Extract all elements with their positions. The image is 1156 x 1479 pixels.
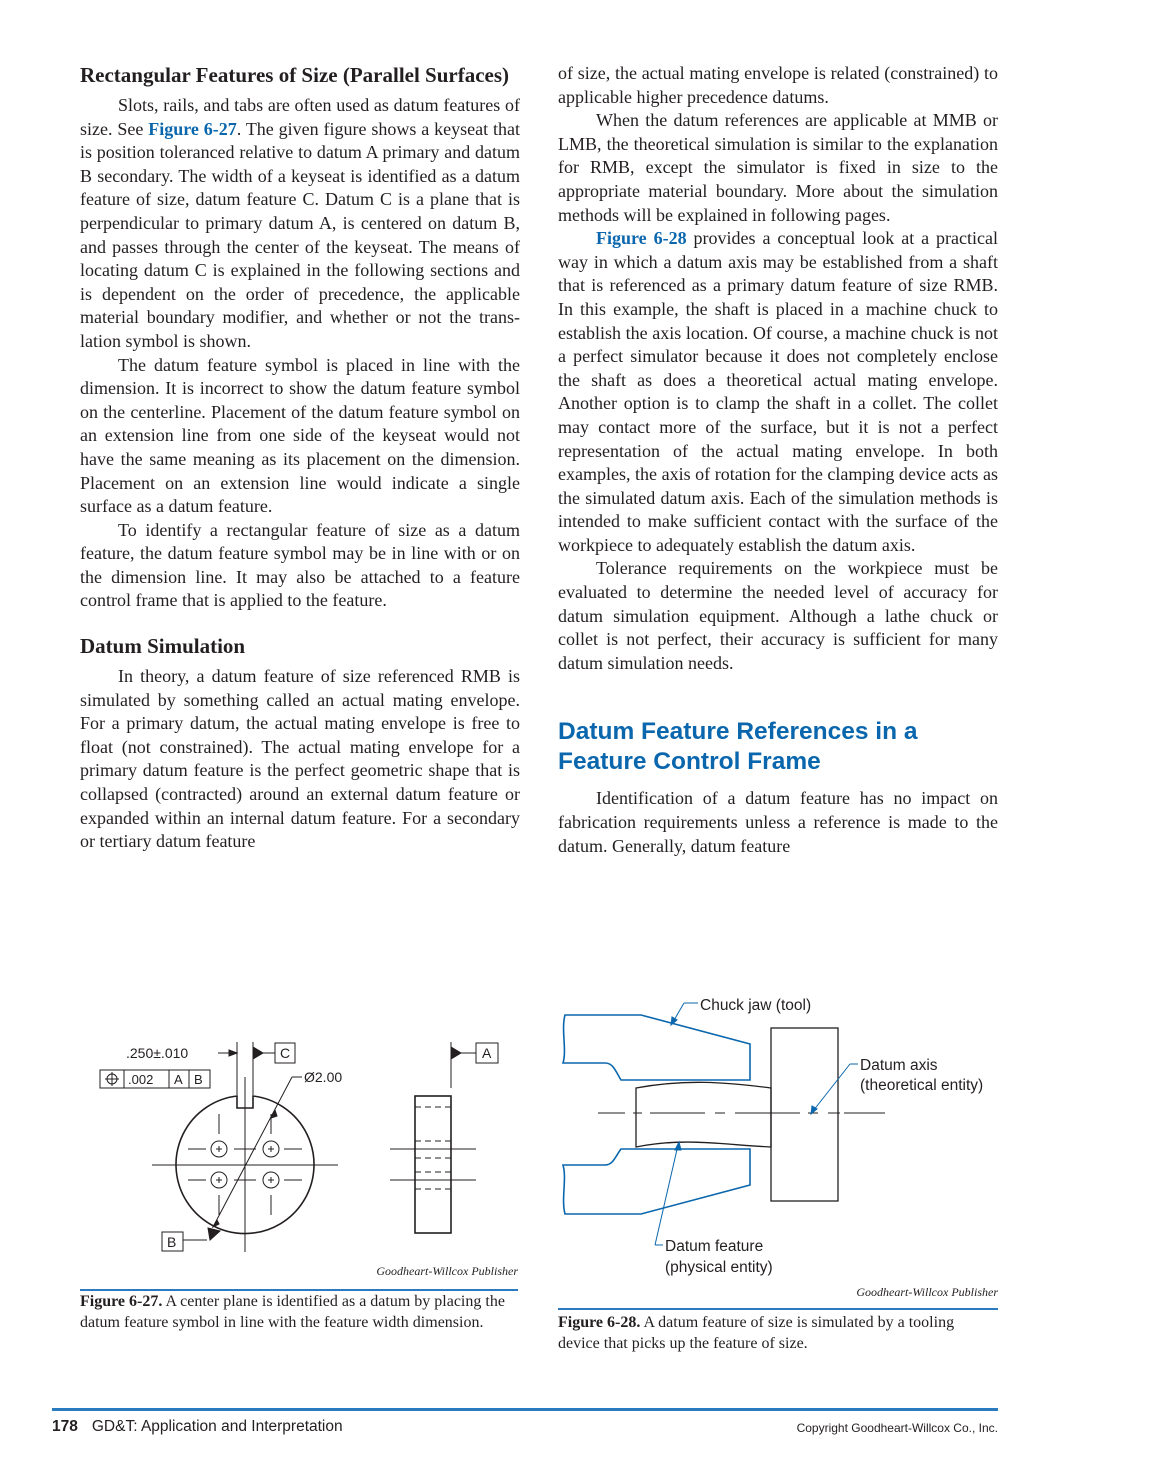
paragraph: Identification of a datum feature has no impact on fabrication requirements unless a reference is made to the datum. Generally, datum feature — [558, 788, 998, 856]
section-heading-datum-simulation: Datum Simulation — [80, 634, 246, 659]
figure-6-28-credit: Goodheart-Willcox Publisher — [856, 1285, 998, 1299]
right-column — [558, 62, 998, 858]
paragraph: In theory, a datum feature of size referenced RMB is simulated by something called an actual mating envelope. For a primary datum, the actual mating envelope is free to float (not constrained). The actual mating envelope for a primary datum feature is the perfect geometric shape that is collapsed (contracted) around an external datum feature or expanded within an internal datum feature. For a secondary or tertiary datum feature — [80, 666, 520, 852]
label-chuck-jaw: Chuck jaw (tool) — [700, 997, 812, 1014]
label-datum-feature: Datum feature — [665, 1238, 764, 1255]
figure-6-28-link[interactable]: Figure 6-28 — [596, 228, 687, 249]
datum-b-label: B — [167, 1234, 177, 1250]
paragraph: Tolerance requirements on the workpiece must be evaluated to determine the needed level of accuracy for datum simulation equipment. Although a lathe chuck or collet is not perfect, their accuracy is sufficient for many datum simulation needs. — [558, 558, 998, 673]
figure-6-27-rule — [80, 1289, 518, 1291]
width-dimension: .250±.010 — [126, 1045, 189, 1061]
fcf-datum-a: A — [174, 1072, 183, 1087]
fcf-datum-b: B — [194, 1072, 203, 1087]
figure-6-28-drawing — [555, 985, 1005, 1285]
fcf-tolerance: .002 — [128, 1072, 154, 1087]
book-title: GD&T: Application and Interpretation — [91, 1418, 343, 1435]
paragraph: of size, the actual mating envelope is related (constrained) to applicable higher precedence datums. — [558, 63, 998, 107]
paragraph: When the datum references are applicable at MMB or LMB, the theoretical simulation is similar to the explanation for RMB, except the simulator is fixed in size to the appropriate material boundary. More about the simulation methods will be explained in following pages. — [558, 110, 998, 225]
figure-6-28-rule — [558, 1308, 998, 1310]
section-heading-rectangular-features: Rectangular Features of Size (Parallel Surfaces) — [80, 63, 510, 87]
paragraph: Figure 6-28 provides a conceptual look at a practical way in which a datum axis may be established from a shaft that is referenced as a primary datum feature of size RMB. In this example, the shaft is placed in a machine chuck to establish the axis location. Of course, a machine chuck is not a perfect simulator because it does not completely enclose the shaft as does a theoretical actual mating envelope. Another option is to clamp the shaft in a collet. The collet may contact more of the surface, but it is not a perfect representation of the actual mating envelope. In both examples, the axis of rotation for the clamping device acts as the simulated datum axis. Each of the simulation methods is intended to make sufficient contact with the surface of the workpiece to adequately establish the datum axis. — [558, 228, 999, 555]
paragraph: The datum feature symbol is placed in line with the dimension. It is incorrect to show the datum feature symbol on the centerline. Placement of the datum feature symbol on an extension line from one side of the keyseat would not have the same meaning as its placement on the dimension. Placement on an extension line would indicate a single surface as a datum feature. — [80, 354, 520, 517]
copyright: Copyright Goodheart-Willcox Co., Inc. — [796, 1421, 998, 1435]
footer-left — [52, 1418, 343, 1436]
diameter-dimension: Ø2.00 — [304, 1069, 343, 1085]
figure-6-27-credit: Goodheart-Willcox Publisher — [376, 1264, 518, 1278]
datum-c-label: C — [280, 1045, 291, 1061]
label-datum-axis-sub: (theoretical entity) — [860, 1077, 984, 1094]
figure-6-28-caption: Figure 6-28. A datum feature of size is simulated by a tooling device that picks up the feature of size. — [558, 1314, 955, 1352]
section-heading-datum-feature-references: Datum Feature References in a Feature Control Frame — [558, 718, 918, 776]
page-number: 178 — [52, 1418, 78, 1435]
figure-6-27-drawing — [80, 1030, 530, 1260]
paragraph: To identify a rectangular feature of size as a datum feature, the datum feature symbol may be in line with or on the dimension line. It may also be attached to a feature control frame that is applied to the feature. — [80, 519, 520, 611]
label-datum-axis: Datum axis — [860, 1057, 938, 1074]
datum-a-label: A — [482, 1045, 492, 1061]
left-column — [80, 62, 520, 854]
figure-6-27-link[interactable]: Figure 6-27 — [148, 118, 237, 139]
footer-rule — [52, 1408, 998, 1411]
label-datum-feature-sub: (physical entity) — [665, 1259, 773, 1276]
figure-6-27-caption: Figure 6-27. A center plane is identified as a datum by placing the datum feature symbol in line with the feature width dimension. — [80, 1293, 505, 1331]
paragraph: Slots, rails, and tabs are often used as datum features of size. See Figure 6-27. The given figure shows a keyseat that is position toleranced relative to datum A primary and datum B secondary. The width of a keyseat is identified as a datum feature of size, datum feature C. Datum C is a plane that is perpendicular to primary datum A, is centered on datum B, and passes through the center of the keyseat. The means of locating datum C is explained in the following sections and is dependent on the order of precedence, the applicable material boundary modifier, and whether or not the translation symbol is shown. — [80, 95, 520, 351]
